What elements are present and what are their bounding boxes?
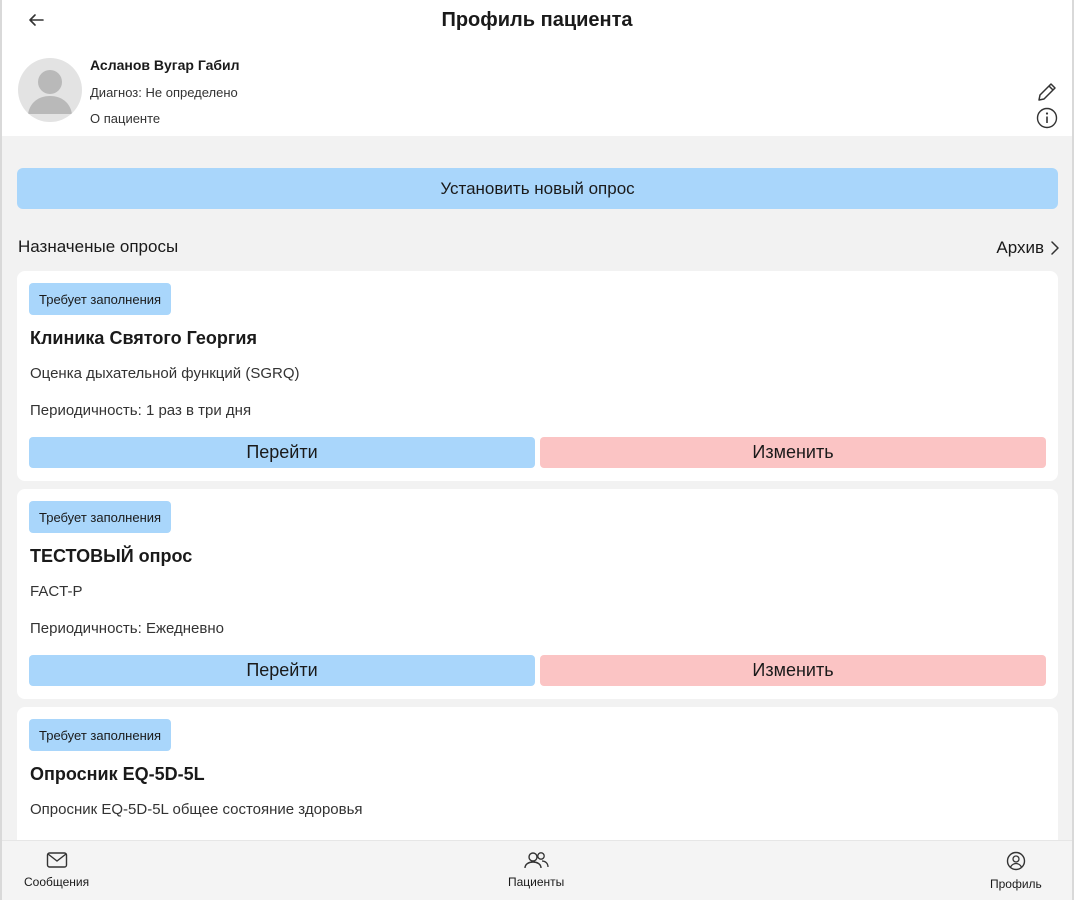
survey-period: Периодичность: 1 раз в три дня (30, 402, 252, 419)
patient-header (2, 0, 1072, 136)
go-button[interactable]: Перейти (29, 655, 535, 686)
archive-label: Архив (996, 238, 1044, 257)
status-badge: Требует заполнения (29, 501, 171, 533)
survey-title: Клиника Святого Георгия (30, 328, 257, 348)
page-title: Профиль пациента (441, 9, 633, 31)
nav-profile[interactable] (990, 851, 1042, 891)
nav-patients[interactable] (508, 851, 564, 889)
survey-list (17, 271, 1058, 855)
survey-title: Опросник EQ-5D-5L (30, 764, 205, 784)
go-button[interactable]: Перейти (29, 437, 535, 468)
patient-diagnosis: Диагноз: Не определено (90, 85, 238, 100)
nav-messages[interactable] (24, 851, 89, 889)
survey-title: ТЕСТОВЫЙ опрос (30, 546, 193, 566)
assigned-surveys-title: Назначеные опросы (18, 237, 179, 256)
survey-card (17, 489, 1058, 699)
status-badge: Требует заполнения (29, 719, 171, 751)
status-badge: Требует заполнения (29, 283, 171, 315)
users-icon (523, 851, 549, 869)
survey-subtitle: Опросник EQ-5D-5L общее состояние здоровья (30, 801, 363, 818)
edit-survey-button[interactable]: Изменить (540, 437, 1046, 468)
envelope-icon (46, 851, 68, 869)
survey-subtitle: FACT-P (30, 583, 83, 600)
user-placeholder-icon (18, 58, 82, 122)
archive-link[interactable] (996, 238, 1060, 258)
survey-subtitle: Оценка дыхательной функций (SGRQ) (30, 365, 300, 382)
avatar (18, 58, 82, 122)
about-patient-link[interactable]: О пациенте (90, 111, 161, 126)
survey-card (17, 271, 1058, 481)
new-survey-button[interactable]: Установить новый опрос (17, 168, 1058, 209)
pencil-icon (1035, 80, 1059, 104)
patient-info-button[interactable] (1036, 107, 1058, 129)
patient-name: Асланов Вугар Габил (90, 57, 240, 73)
nav-patients-label: Пациенты (508, 875, 565, 889)
bottom-navigation (2, 840, 1072, 900)
chevron-right-icon (1050, 241, 1060, 255)
survey-card (17, 707, 1058, 847)
edit-patient-button[interactable] (1035, 80, 1059, 104)
nav-profile-label: Профиль (990, 877, 1042, 891)
profile-icon (1006, 851, 1026, 871)
survey-period: Периодичность: Ежедневно (30, 620, 224, 637)
info-icon (1036, 107, 1058, 129)
nav-messages-label: Сообщения (24, 875, 90, 889)
edit-survey-button[interactable]: Изменить (540, 655, 1046, 686)
